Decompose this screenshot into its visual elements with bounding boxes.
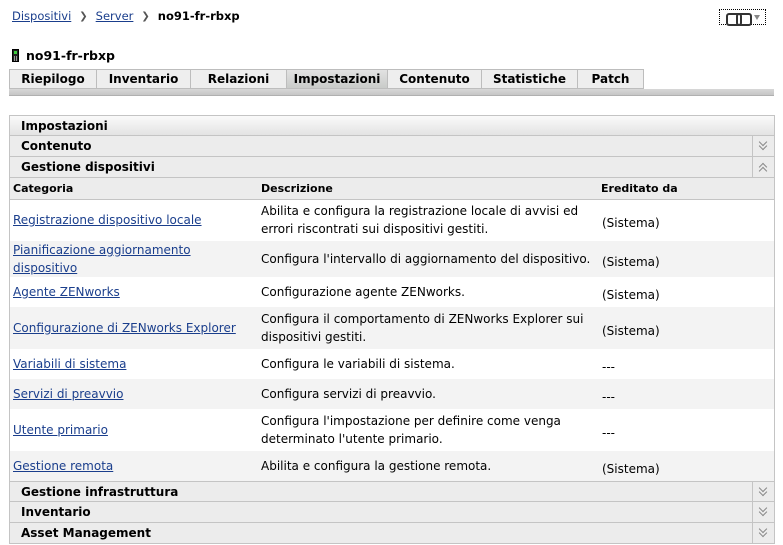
section-label: Asset Management [21, 526, 151, 540]
inherited-from: --- [598, 379, 774, 409]
double-chevron-down-icon [759, 141, 769, 151]
table-row [10, 349, 774, 379]
tab-bar [9, 69, 644, 89]
category-link[interactable]: Variabili di sistema [13, 357, 127, 371]
settings-table [10, 178, 774, 481]
expand-toggle[interactable] [752, 136, 774, 156]
inherited-from: (Sistema) [598, 241, 774, 277]
inherited-from: (Sistema) [598, 451, 774, 481]
category-link[interactable]: Servizi di preavvio [13, 387, 124, 401]
double-chevron-up-icon [759, 162, 769, 172]
tab-inventario[interactable]: Inventario [97, 69, 191, 89]
collapse-toggle[interactable] [752, 157, 774, 177]
category-link[interactable]: Gestione remota [13, 459, 114, 473]
inherited-from: --- [598, 409, 774, 451]
description: Configura l'impostazione per definire come venga determinato l'utente primario. [258, 409, 598, 451]
description: Abilita e configura la registrazione locale di avvisi ed errori riscontrati sui dispositivi gestiti. [258, 199, 598, 241]
tab-relazioni[interactable]: Relazioni [191, 69, 287, 89]
chain-link-icon [726, 13, 748, 22]
column-header-ereditato-da: Ereditato da [598, 178, 774, 199]
expand-toggle[interactable] [752, 502, 774, 522]
section-label: Gestione infrastruttura [21, 484, 179, 499]
link-menu-button[interactable] [719, 9, 766, 25]
panel-header [10, 116, 774, 136]
server-icon [12, 49, 19, 62]
tab-riepilogo[interactable]: Riepilogo [9, 69, 97, 89]
category-link[interactable]: Utente primario [13, 423, 108, 437]
category-link[interactable]: Pianificazione aggiornamento dispositivo [13, 243, 191, 275]
section-label: Inventario [21, 505, 91, 519]
description: Configura il comportamento di ZENworks Explorer sui dispositivi gestiti. [258, 307, 598, 349]
section-label: Contenuto [21, 139, 92, 153]
double-chevron-down-icon [759, 528, 769, 538]
triangle-down-icon [754, 15, 760, 20]
expand-toggle[interactable] [752, 523, 774, 543]
table-row [10, 307, 774, 349]
inherited-from: --- [598, 349, 774, 379]
table-row [10, 277, 774, 307]
column-header-categoria: Categoria [10, 178, 258, 199]
description: Configura le variabili di sistema. [258, 349, 598, 379]
settings-panel [9, 115, 775, 544]
table-row [10, 451, 774, 481]
inherited-from: (Sistema) [598, 307, 774, 349]
table-row [10, 409, 774, 451]
inherited-from: (Sistema) [598, 199, 774, 241]
double-chevron-down-icon [759, 487, 769, 497]
tab-patch[interactable]: Patch [578, 69, 644, 89]
breadcrumb-current: no91-fr-rbxp [157, 9, 240, 23]
category-link[interactable]: Agente ZENworks [13, 285, 120, 299]
column-header-descrizione: Descrizione [258, 178, 598, 199]
breadcrumb [12, 9, 240, 23]
double-chevron-down-icon [759, 507, 769, 517]
section-gestione-infrastruttura[interactable] [10, 481, 774, 502]
breadcrumb-link-server[interactable]: Server [95, 9, 134, 23]
table-row [10, 241, 774, 277]
page-title [12, 48, 115, 63]
expand-toggle[interactable] [752, 482, 774, 501]
tab-underline-bar [9, 89, 774, 96]
tab-statistiche[interactable]: Statistiche [482, 69, 578, 89]
description: Configura l'intervallo di aggiornamento del dispositivo. [258, 241, 598, 277]
description: Configura servizi di preavvio. [258, 379, 598, 409]
section-contenuto[interactable] [10, 136, 774, 157]
description: Configurazione agente ZENworks. [258, 277, 598, 307]
category-link[interactable]: Configurazione di ZENworks Explorer [13, 321, 236, 335]
tab-impostazioni[interactable]: Impostazioni [287, 69, 388, 89]
section-gestione-dispositivi[interactable] [10, 157, 774, 178]
breadcrumb-separator-icon: ❯ [79, 10, 88, 22]
page-title-text: no91-fr-rbxp [26, 48, 115, 63]
category-link[interactable]: Registrazione dispositivo locale [13, 213, 202, 228]
description: Abilita e configura la gestione remota. [258, 451, 598, 481]
inherited-from: (Sistema) [598, 277, 774, 307]
tab-contenuto[interactable]: Contenuto [388, 69, 482, 89]
section-label: Gestione dispositivi [21, 160, 155, 174]
table-row [10, 199, 774, 241]
breadcrumb-link-dispositivi[interactable]: Dispositivi [12, 9, 72, 23]
panel-title: Impostazioni [21, 118, 108, 133]
breadcrumb-separator-icon: ❯ [141, 10, 150, 22]
section-inventario[interactable] [10, 502, 774, 523]
section-asset-management[interactable] [10, 523, 774, 544]
table-row [10, 379, 774, 409]
